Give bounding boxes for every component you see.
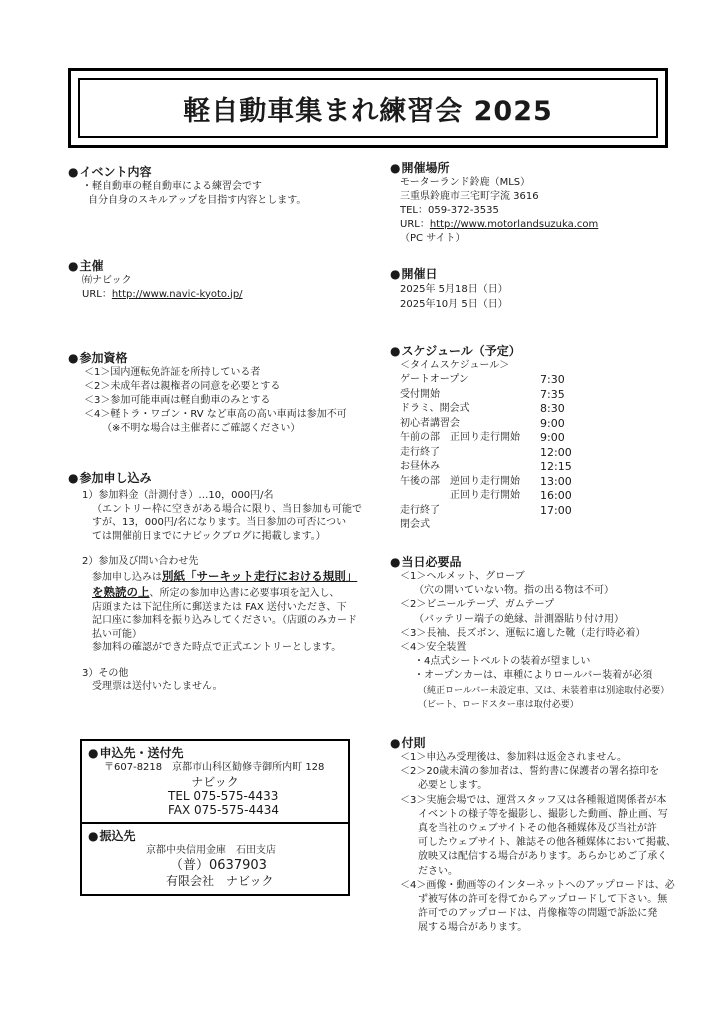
fee-line: ては開催前日までにナビックブログに掲載します。） [92,530,326,542]
rule-line: ＜3＞実施会場では、運営スタッフ又は各種報道関係者が本 [400,794,667,806]
items-section [390,554,669,712]
eligibility-item: ＜4＞軽トラ・ワゴン・RV など車高の高い車両は参加不可 [84,409,347,420]
address-box [80,739,350,824]
rule-line: 展する場合があります。 [418,922,528,934]
company-name: ナビック [191,775,239,789]
schedule-time: 7:30 [540,373,565,386]
contact-line: 払い可能） [92,628,142,640]
organizer-name: ㈲ナビック [82,275,132,286]
organizer-heading: ● 主催 [68,258,243,274]
item-line: （純正ロールバー未設定車、又は、未装着車は別途取付必要） [418,685,670,696]
other-line: 受理票は送付いたしません。 [92,681,223,692]
rule-line: 放映又は配信する場合があります。あらかじめご了承く [418,851,668,863]
schedule-label: ドラミ、開会式 [400,403,470,414]
fee-line: （エントリー枠に空きがある場合に限り、当日参加も可能で [92,503,362,515]
contact-pre: 参加申し込みは [92,571,162,583]
dates-heading: ● 開催日 [390,266,508,282]
item-line: ＜2＞ビニールテープ、ガムテープ [400,599,555,611]
account-holder: 有限会社 ナビック [166,874,274,888]
contact-line: 店頭または下記住所に郵送または FAX 送付いただき、下 [92,601,347,613]
venue-url-label: URL： [400,219,430,230]
rules-list [390,751,676,936]
venue-url-link[interactable]: http://www.motorlandsuzuka.com [429,219,599,230]
organizer-url-line [68,288,243,302]
schedule-label: 走行終了 [400,504,440,516]
event-date: 2025年10月 5日（日） [400,299,508,310]
event-section [68,164,306,207]
schedule-section [390,343,600,533]
fee-title: 1）参加料金（計測付き）…10，000円/名 [82,490,274,501]
organizer-url-label: URL： [82,288,112,300]
rules-heading: ● 付則 [390,735,676,751]
application-section [68,470,362,694]
address-heading: ● 申込先・送付先 [88,745,348,761]
bank-box [80,824,350,896]
rule-line: ず被写体の許可を得てからアップロードして下さい。無 [418,894,668,906]
tel-number: TEL 075-575-4433 [168,789,279,803]
contact-title: 2）参加及び問い合わせ先 [82,556,199,567]
eligibility-section [68,350,347,436]
schedule-time [540,518,600,533]
schedule-time: 9:00 [540,431,565,444]
other-title: 3）その他 [82,667,129,679]
contact-post: 、所定の参加申込書に必要事項を記入し、 [149,587,340,599]
schedule-label: 午後の部 逆回り走行開始 [400,475,520,487]
schedule-label: 午前の部 正回り走行開始 [400,432,520,443]
rule-line: イベントの様子等を撮影し、撮影した動画、静止画、写 [418,808,668,820]
schedule-row [400,417,600,432]
items-heading: ● 当日必要品 [390,554,669,570]
contact-line-second [68,585,362,601]
item-line: ＜3＞長袖、長ズボン、運転に適した靴（走行時必着） [400,627,646,639]
schedule-label: 受付開始 [400,388,440,400]
schedule-time: 16:00 [540,489,572,502]
schedule-label: 閉会式 [400,519,430,530]
schedule-time: 9:00 [540,416,565,430]
schedule-row [400,373,600,388]
schedule-label: ゲートオープン [400,374,469,385]
rules-section [390,735,676,936]
schedule-time: 8:30 [540,402,565,415]
item-line: （バッテリー端子の絶縁、計測器貼り付け用） [414,613,624,625]
contact-line: 参加料の確認ができた時点で正式エントリーとします。 [92,642,342,653]
organizer-section [68,258,243,301]
schedule-list [390,373,600,533]
schedule-time: 12:00 [540,445,572,459]
schedule-time: 12:15 [540,460,572,473]
eligibility-item: ＜3＞参加可能車両は軽自動車のみとする [84,395,271,406]
page-title: 軽自動車集まれ練習会 2025 [183,95,553,127]
schedule-time: 17:00 [540,503,572,517]
dates-section [390,266,508,312]
schedule-label: 正回り走行開始 [400,490,520,501]
rule-line: ＜2＞20歳未満の参加者は、誓約書に保護者の署名捺印を [400,766,660,778]
contact-line-first [68,569,362,585]
venue-tel: TEL：059-372-3535 [400,205,499,216]
rule-line: 許可でのアップロードは、肖像権等の問題で訴訟に発 [418,908,658,920]
schedule-row [400,431,600,446]
event-date: 2025年 5月18日（日） [400,284,508,295]
rules-document-reference: 別紙「サーキット走行における規則」 [162,568,358,583]
event-line: ・軽自動車の軽自動車による練習会です [82,181,262,192]
items-list [390,570,669,712]
schedule-row [400,460,600,475]
schedule-label: 走行終了 [400,446,440,458]
schedule-row [400,475,600,490]
fax-number: FAX 075-575-4434 [168,803,280,817]
schedule-time: 7:35 [540,387,565,401]
rule-line: 真を当社のウェブサイトその他各種媒体及び当社が許 [418,823,657,835]
venue-name: モーターランド鈴鹿（MLS） [400,177,531,188]
contact-line: 記口座に参加料を振り込みしてください。（店頭のみカード [92,615,357,626]
schedule-label: お昼休み [400,461,440,472]
eligibility-item: ＜1＞国内運転免許証を所持している者 [84,367,261,378]
address-text: 〒607-8218 京都市山科区勧修寺御所内町 128 [104,762,325,773]
item-line: ＜4＞安全装置 [400,642,467,654]
title-frame [68,68,668,148]
schedule-time: 13:00 [540,474,572,488]
rule-line: ださい。 [418,865,458,877]
item-line: ・オープンカーは、車種によりロールバー装着が必須 [414,670,653,682]
event-heading: ● イベント内容 [68,164,306,180]
fee-line: すが、13，000円/名になります。当日参加の可否につい [92,517,347,528]
schedule-row [400,489,600,504]
schedule-row [400,518,600,533]
eligibility-item: ＜2＞未成年者は親権者の同意を必要とする [84,381,281,392]
schedule-row [400,446,600,461]
rule-line: 可したウェブサイト、雑誌その他各種媒体において掲載、 [418,837,676,849]
item-line: ＜1＞ヘルメット、グローブ [400,571,525,582]
bank-account: （普）0637903 [170,858,267,873]
venue-url-line [390,218,598,232]
bank-name: 京都中央信用金庫 石田支店 [146,845,276,856]
bank-heading: ● 振込先 [88,828,348,844]
rule-line: ＜1＞申込み受理後は、参加料は返金されません。 [400,752,627,763]
venue-heading: ● 開催場所 [390,160,598,176]
read-carefully-text: を熟読の上 [92,584,150,599]
organizer-url-link[interactable]: http://www.navic-kyoto.jp/ [111,288,243,300]
item-line: （穴の開いていない物。指の出る物は不可） [414,585,614,597]
item-line: ・4点式シートベルトの装着が望ましい [414,656,591,668]
venue-section [390,160,598,246]
venue-url-note: （PC サイト） [400,233,466,244]
schedule-row [400,504,600,519]
title-inner-frame [78,78,658,138]
eligibility-heading: ● 参加資格 [68,350,347,366]
rule-line: ＜4＞画像・動画等のインターネットへのアップロードは、必 [400,879,675,891]
schedule-heading: ● スケジュール（予定） [390,343,600,359]
item-line: （ビート、ロードスター車は取付必要） [418,699,579,710]
application-heading: ● 参加申し込み [68,470,362,486]
schedule-subheading: ＜タイムスケジュール＞ [400,360,510,371]
event-line: 自分自身のスキルアップを目指す内容とします。 [88,194,307,206]
eligibility-note: （※不明な場合は主催者にご確認ください） [102,423,301,434]
rule-line: 必要とします。 [418,780,488,792]
schedule-row [400,388,600,403]
schedule-row [400,402,600,417]
schedule-label: 初心者講習会 [400,417,460,429]
venue-address: 三重県鈴鹿市三宅町字流 3616 [400,191,539,202]
